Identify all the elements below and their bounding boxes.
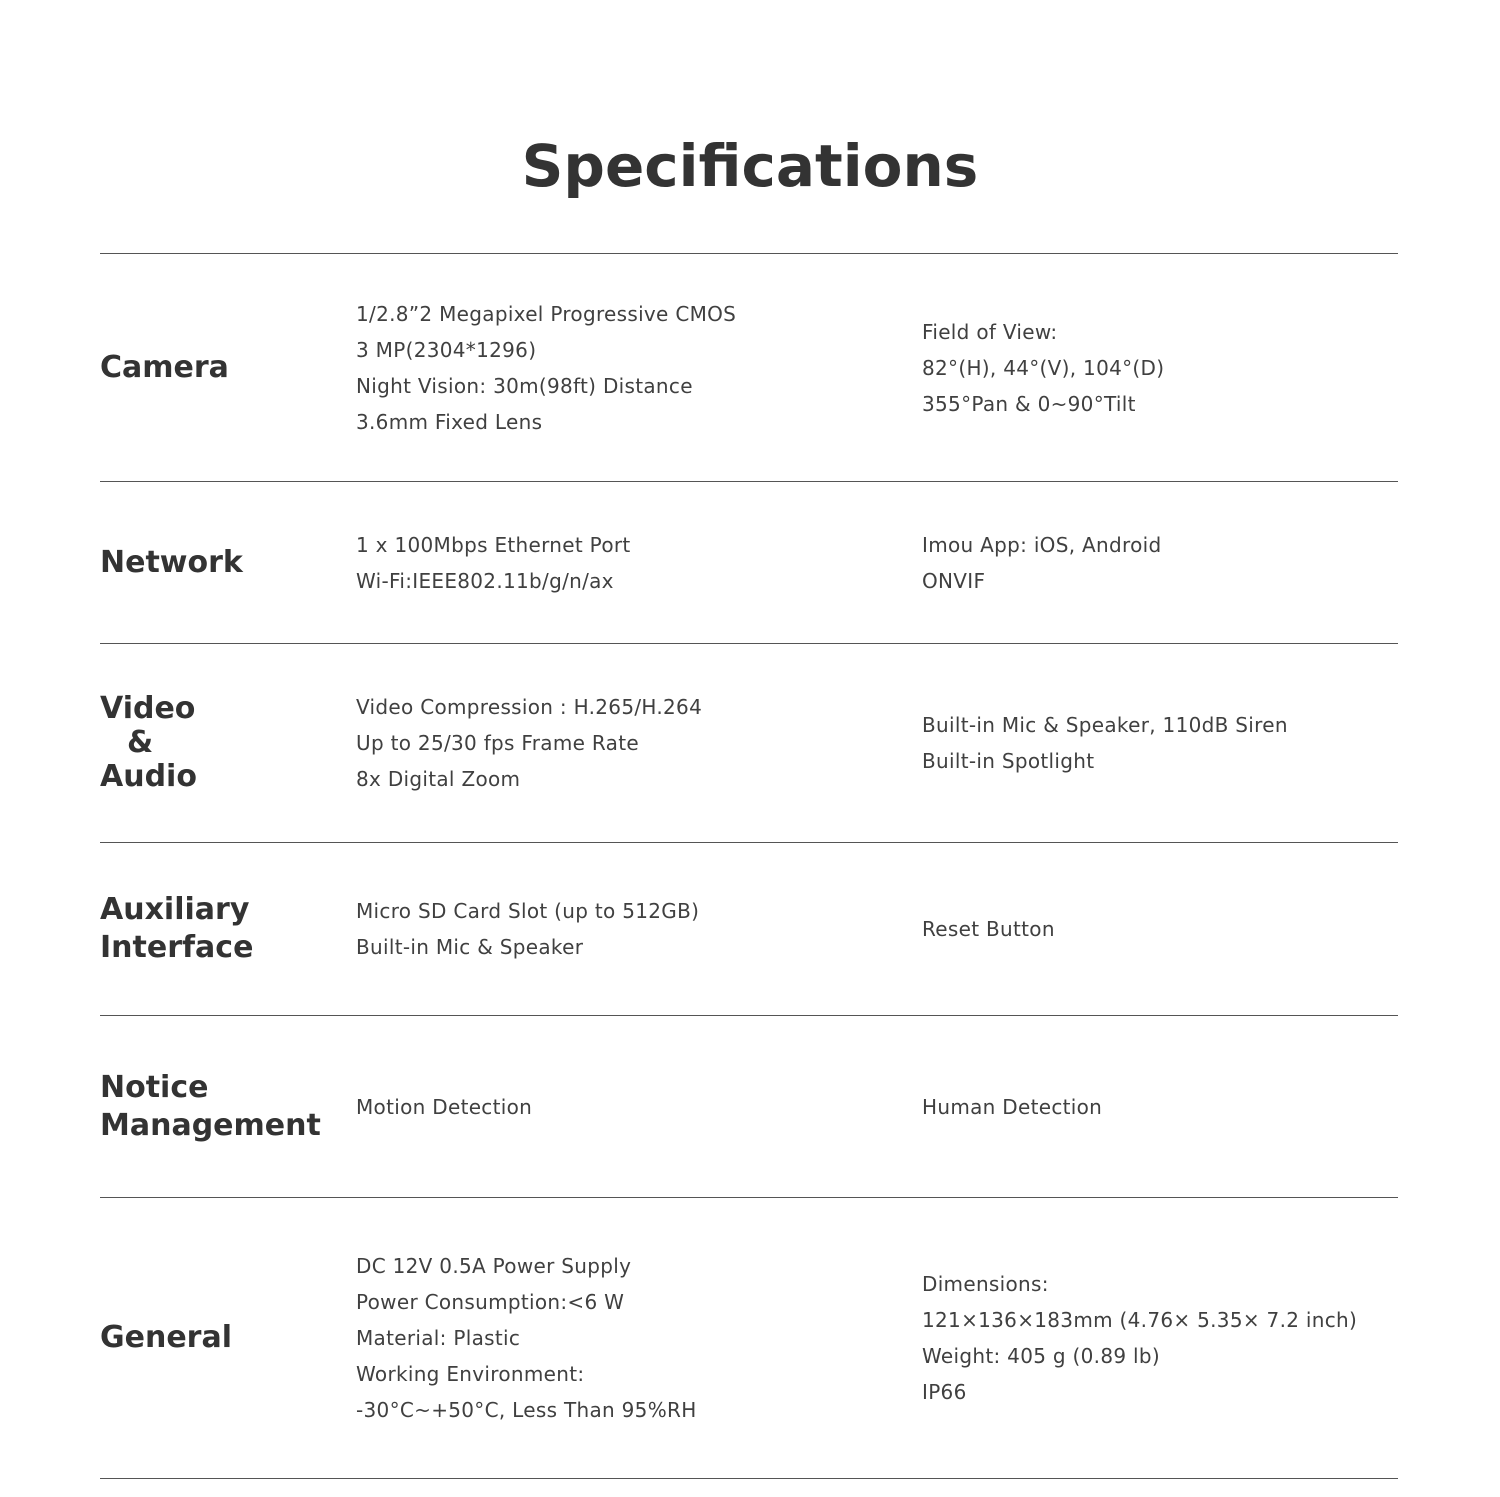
- spec-item: 3 MP(2304*1296): [356, 337, 537, 362]
- category-line: Network: [100, 544, 243, 580]
- spec-item: 1/2.8”2 Megapixel Progressive CMOS: [356, 301, 737, 326]
- spec-column-left: [356, 482, 896, 643]
- spec-row-notice-management: [100, 1016, 1398, 1197]
- spec-item: DC 12V 0.5A Power Supply: [356, 1254, 632, 1278]
- spec-column-left: [356, 254, 896, 481]
- spec-item: 82°(H), 44°(V), 104°(D): [922, 355, 1165, 380]
- spec-item: Working Environment:: [356, 1362, 585, 1386]
- spec-column-left: [356, 1016, 896, 1197]
- spec-row-camera: [100, 254, 1398, 481]
- category-line: Auxiliary: [100, 892, 250, 927]
- spec-column-right: [922, 644, 1398, 842]
- category-label: [100, 644, 340, 842]
- spec-row-general: [100, 1198, 1398, 1478]
- spec-column-left: [356, 644, 896, 842]
- spec-item: Dimensions:: [922, 1272, 1049, 1296]
- spec-item: Micro SD Card Slot (up to 512GB): [356, 899, 700, 923]
- spec-item: Human Detection: [922, 1094, 1103, 1119]
- spec-item: 1 x 100Mbps Ethernet Port: [356, 532, 631, 557]
- spec-item: Built-in Spotlight: [922, 749, 1095, 773]
- page-title: Specifications: [521, 132, 979, 200]
- category-line: Audio: [100, 759, 197, 794]
- category-line: Interface: [100, 930, 254, 965]
- spec-item: Night Vision: 30m(98ft) Distance: [356, 373, 693, 398]
- spec-row-video-audio: [100, 644, 1398, 842]
- spec-item: IP66: [922, 1380, 967, 1404]
- spec-row-network: [100, 482, 1398, 643]
- category-label: [100, 1198, 340, 1478]
- spec-item: Reset Button: [922, 917, 1055, 941]
- category-label: [100, 254, 340, 481]
- spec-column-right: [922, 843, 1398, 1015]
- category-line: Management: [100, 1107, 321, 1143]
- spec-item: Wi-Fi:IEEE802.11b/g/n/ax: [356, 568, 614, 593]
- category-line: Notice: [100, 1069, 209, 1105]
- spec-column-left: [356, 1198, 896, 1478]
- spec-item: 121×136×183mm (4.76× 5.35× 7.2 inch): [922, 1308, 1358, 1332]
- spec-column-right: [922, 482, 1398, 643]
- category-label: [100, 482, 340, 643]
- spec-item: Weight: 405 g (0.89 lb): [922, 1344, 1161, 1368]
- spec-item: 355°Pan & 0~90°Tilt: [922, 391, 1136, 416]
- spec-column-right: [922, 254, 1398, 481]
- spec-item: 8x Digital Zoom: [356, 767, 521, 791]
- category-label: [100, 843, 340, 1015]
- spec-item: -30°C~+50°C, Less Than 95%RH: [356, 1398, 697, 1422]
- spec-item: Built-in Mic & Speaker, 110dB Siren: [922, 713, 1288, 737]
- spec-item: Imou App: iOS, Android: [922, 532, 1162, 557]
- spec-row-auxiliary-interface: [100, 843, 1398, 1015]
- spec-item: Material: Plastic: [356, 1326, 521, 1350]
- spec-item: Built-in Mic & Speaker: [356, 935, 584, 959]
- spec-item: Video Compression : H.265/H.264: [356, 695, 703, 719]
- category-line: General: [100, 1320, 232, 1355]
- spec-item: ONVIF: [922, 568, 986, 593]
- spec-item: Up to 25/30 fps Frame Rate: [356, 731, 639, 755]
- spec-column-right: [922, 1016, 1398, 1197]
- category-line: &: [127, 725, 154, 760]
- spec-item: Motion Detection: [356, 1094, 533, 1119]
- category-label: [100, 1016, 340, 1197]
- divider-bottom: [100, 1478, 1398, 1479]
- spec-item: Field of View:: [922, 319, 1058, 344]
- category-line: Video: [100, 691, 196, 726]
- spec-item: Power Consumption:<6 W: [356, 1290, 625, 1314]
- spec-item: 3.6mm Fixed Lens: [356, 409, 543, 434]
- spec-column-right: [922, 1198, 1398, 1478]
- spec-column-left: [356, 843, 896, 1015]
- category-line: Camera: [100, 349, 229, 385]
